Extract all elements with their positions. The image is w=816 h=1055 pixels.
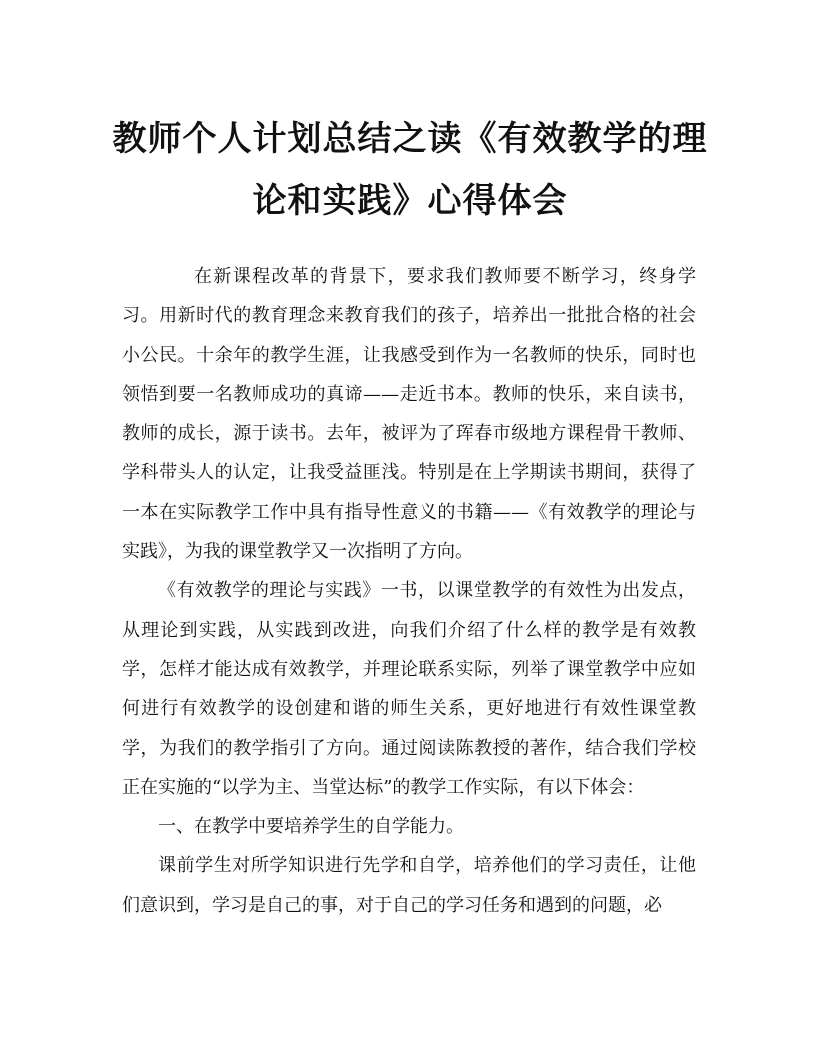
document-body	[122, 257, 696, 925]
paragraph-pre-class-study: 课前学生对所学知识进行先学和自学，培养他们的学习责任，让他们意识到，学习是自己的事，对于自己的学习任务和遇到的问题，必	[122, 855, 696, 916]
paragraph-intro: 在新课程改革的背景下，要求我们教师要不断学习，终身学习。用新时代的教育理念来教育我们的孩子，培养出一批批合格的社会小公民。十余年的教学生涯，让我感受到作为一名教师的快乐，同时也领悟到要一名教师成功的真谛——走近书本。教师的快乐，来自读书，教师的成长，源于读书。去年，被评为了珲春市级地方课程骨干教师、学科带头人的认定，让我受益匪浅。特别是在上学期读书期间，获得了一本在实际教学工作中具有指导性意义的书籍——《有效教学的理论与实践》，为我的课堂教学又一次指明了方向。	[122, 266, 696, 563]
section-heading-self-study: 一、在教学中要培养学生的自学能力。	[158, 816, 464, 838]
paragraph-book-summary: 《有效教学的理论与实践》一书，以课堂教学的有效性为出发点，从理论到实践，从实践到改进，向我们介绍了什么样的教学是有效教学，怎样才能达成有效教学，并理论联系实际，列举了课堂教学中应如何进行有效教学的设创建和谐的师生关系，更好地进行有效性课堂教学，为我们的教学指引了方向。通过阅读陈教授的著作，结合我们学校正在实施的“以学为主、当堂达标”的教学工作实际，有以下体会：	[122, 580, 696, 798]
document-title: 教师个人计划总结之读《有效教学的理论和实践》心得体会	[112, 119, 708, 221]
